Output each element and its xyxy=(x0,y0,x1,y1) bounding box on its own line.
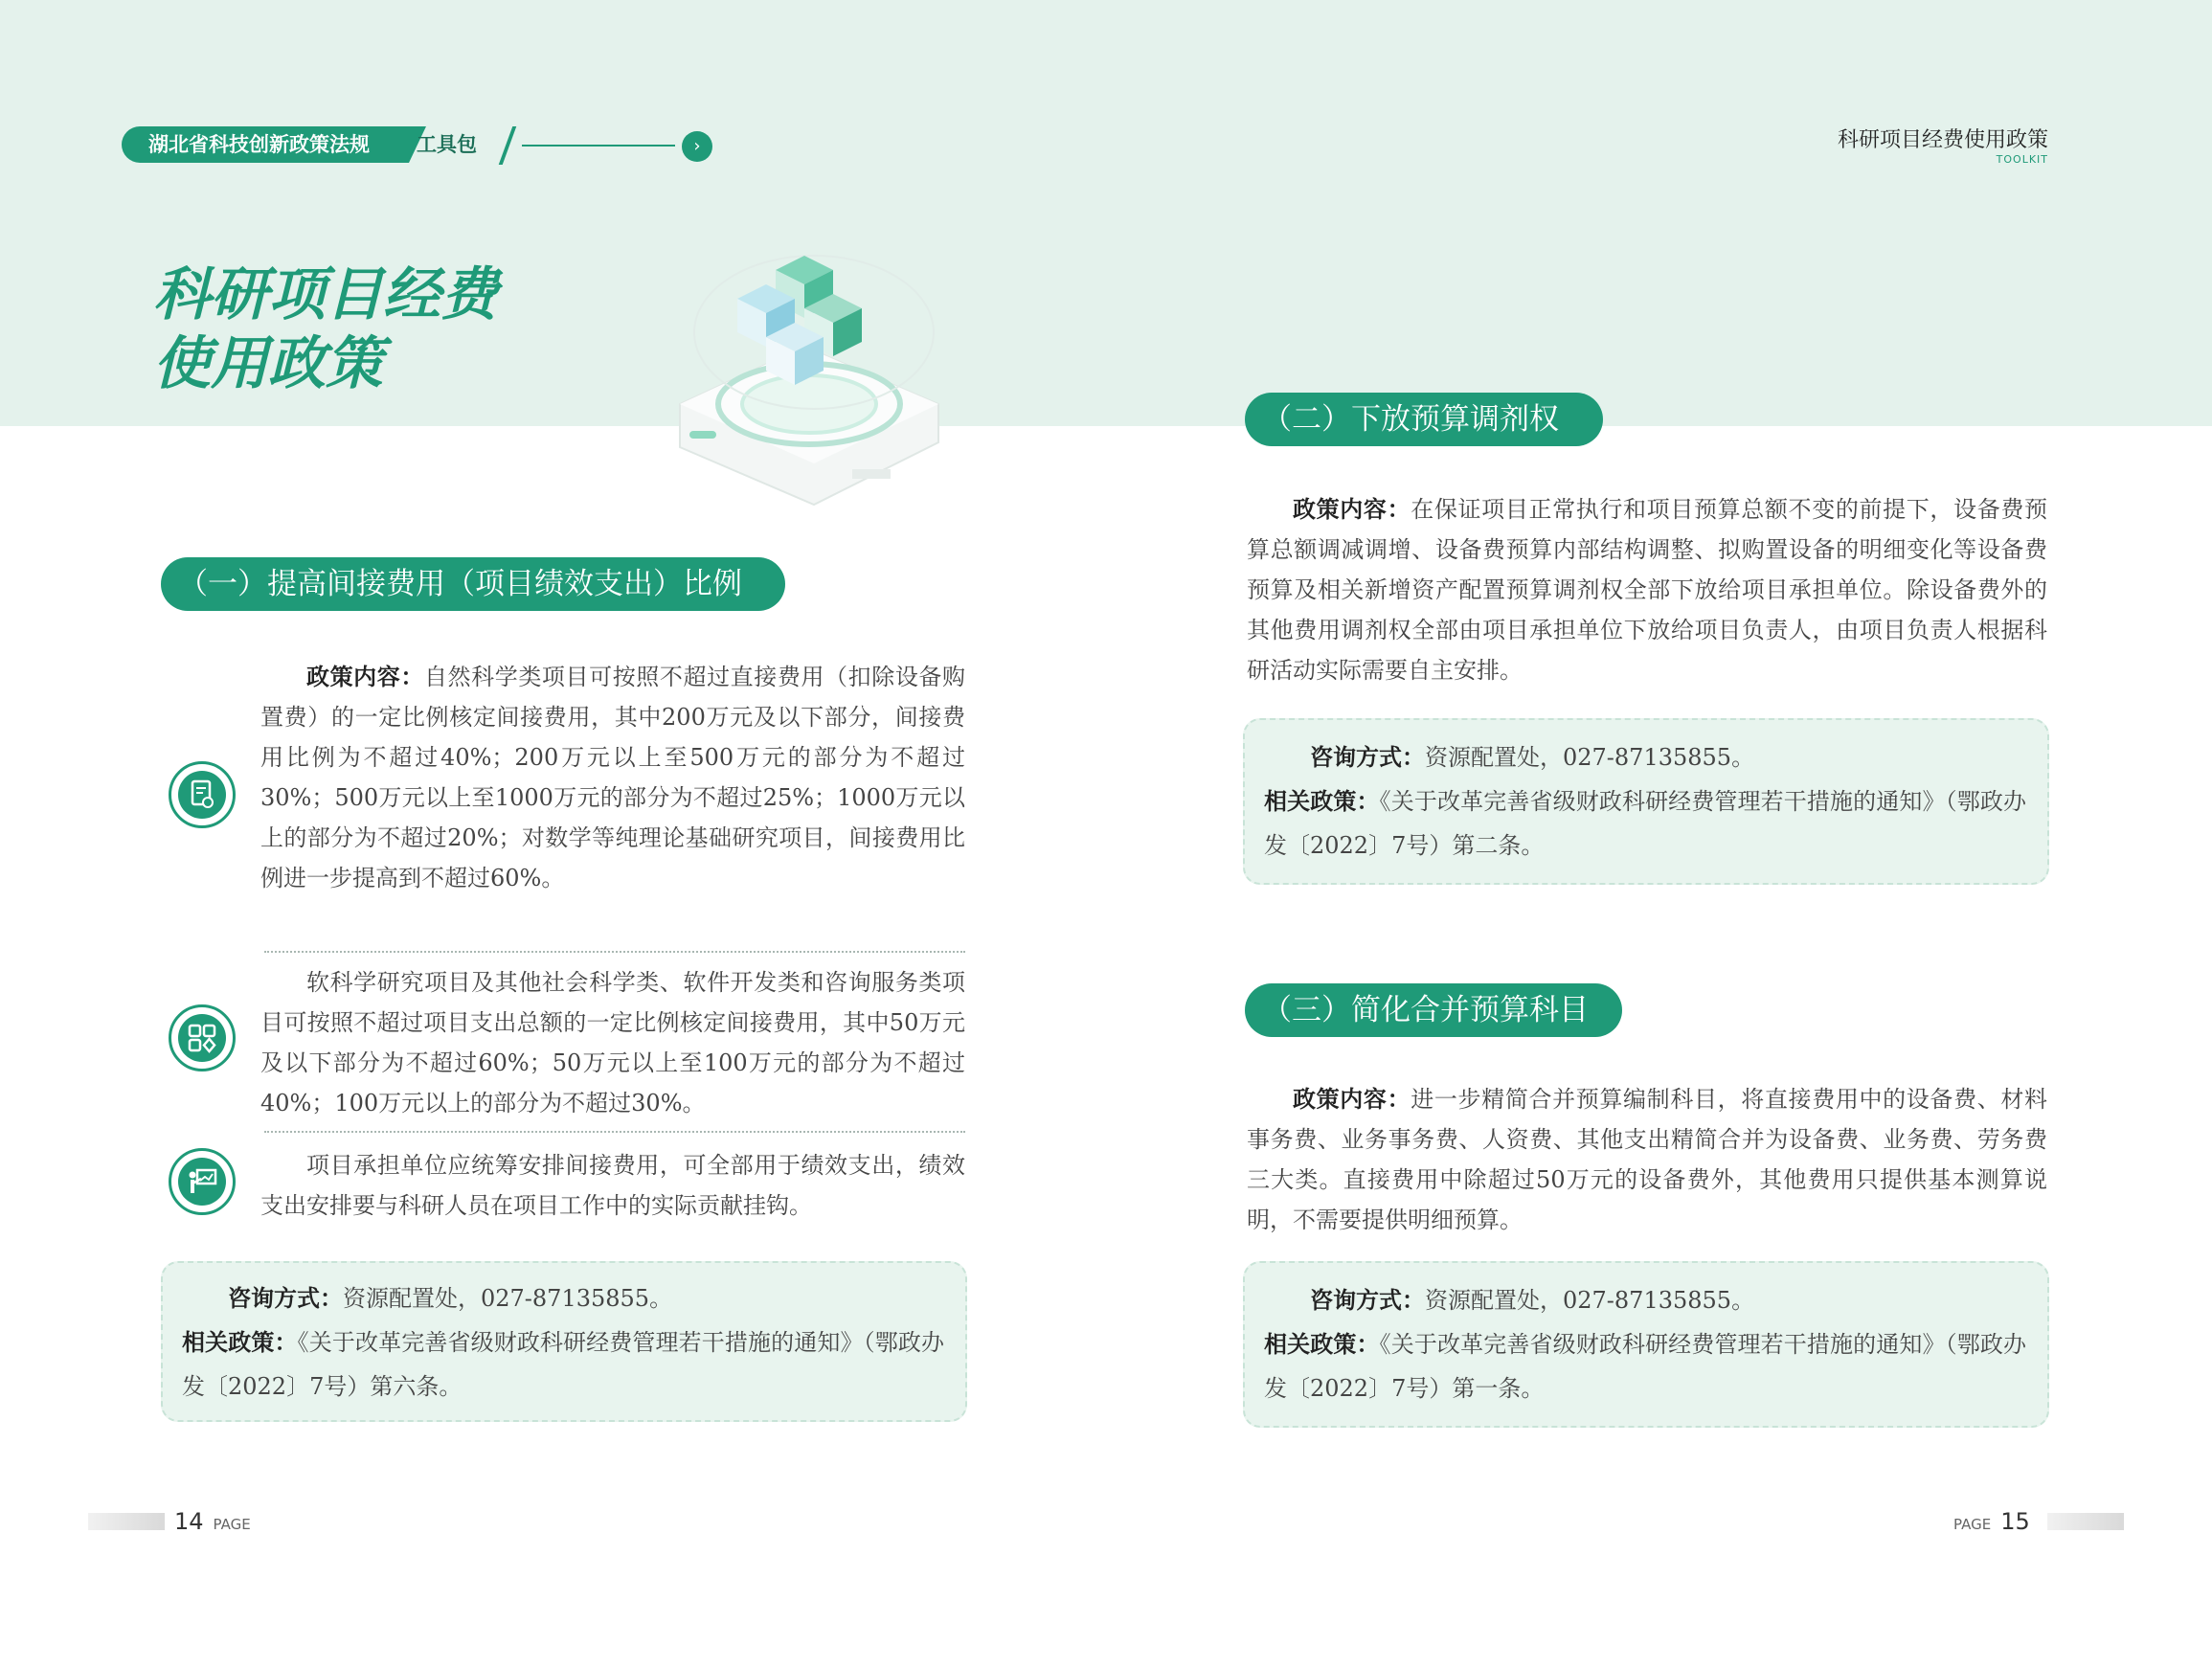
related-label: 相关政策： xyxy=(1264,1331,1380,1358)
page-bar-left xyxy=(88,1513,165,1530)
running-header-sub: TOOLKIT xyxy=(1996,153,2048,166)
page-number-left xyxy=(174,1507,251,1539)
toolkit-label: 工具包 xyxy=(417,133,477,156)
running-header-title: 科研项目经费使用政策 xyxy=(1837,128,2048,152)
contact-text: 资源配置处，027-87135855。 xyxy=(1425,1287,1755,1314)
contact-box-2 xyxy=(1243,718,2049,885)
series-title-badge: 湖北省科技创新政策法规 xyxy=(122,126,409,163)
related-text: 《关于改革完善省级财政科研经费管理若干措施的通知》（鄂政办发〔2022〕7号）第一条。 xyxy=(1264,1331,2027,1402)
cube-illustration xyxy=(661,241,948,509)
related-label: 相关政策： xyxy=(182,1329,298,1356)
page-num: 15 xyxy=(2000,1508,2030,1535)
section-title-1: （一）提高间接费用（项目绩效支出）比例 xyxy=(161,557,785,611)
document-icon xyxy=(169,761,236,828)
page-word: PAGE xyxy=(213,1516,251,1533)
contact-label: 咨询方式： xyxy=(1310,1287,1425,1314)
policy-paragraph-1 xyxy=(260,657,965,898)
page-number-right xyxy=(1953,1507,2030,1539)
contact-box-3 xyxy=(1243,1261,2049,1428)
policy-text-1: 自然科学类项目可按照不超过直接费用（扣除设备购置费）的一定比例核定间接费用，其中200万元及以下部分，间接费用比例为不超过40%；200万元以上至500万元的部分为不超过30%；500万元以上至1000万元的部分为不超过25%；1000万元以上的部分为不超过20%；对数学等纯理论基础研究项目，间接费用比例进一步提高到不超过60%。 xyxy=(260,664,966,891)
header-line xyxy=(522,145,675,147)
related-text: 《关于改革完善省级财政科研经费管理若干措施的通知》（鄂政办发〔2022〕7号）第二条。 xyxy=(1264,788,2027,859)
page-title-line2: 使用政策 xyxy=(153,330,383,397)
contact-label: 咨询方式： xyxy=(1310,744,1425,771)
page-bar-right xyxy=(2047,1513,2124,1530)
page-title-line1: 科研项目经费 xyxy=(153,261,498,328)
page-title xyxy=(153,260,498,398)
arrow-right-icon: › xyxy=(682,131,712,162)
policy-label: 政策内容： xyxy=(1293,1086,1411,1113)
page-num: 14 xyxy=(174,1508,204,1535)
running-header xyxy=(1838,127,2048,166)
contact-text: 资源配置处，027-87135855。 xyxy=(1425,744,1755,771)
divider xyxy=(264,1131,965,1133)
policy-label: 政策内容： xyxy=(306,664,424,690)
policy-text-sec3: 进一步精简合并预算编制科目，将直接费用中的设备费、材料事务费、业务事务费、人资费、其他支出精简合并为设备费、业务费、劳务费三大类。直接费用中除超过50万元的设备费外，其他费用只提供基本测算说明，不需要提供明细预算。 xyxy=(1247,1086,2048,1233)
contact-info-3 xyxy=(1264,1278,2026,1410)
section-title-2: （二）下放预算调剂权 xyxy=(1245,393,1603,446)
policy-paragraph-2: 软科学研究项目及其他社会科学类、软件开发类和咨询服务类项目可按照不超过项目支出总额的一定比例核定间接费用，其中50万元及以下部分为不超过60%；50万元以上至100万元的部分为不超过40%；100万元以上的部分为不超过30%。 xyxy=(260,969,965,1116)
presentation-icon xyxy=(169,1148,236,1215)
contact-text: 资源配置处，027-87135855。 xyxy=(343,1285,673,1312)
apps-grid-icon xyxy=(169,1004,236,1071)
policy-label: 政策内容： xyxy=(1293,496,1411,523)
policy-paragraph-sec3 xyxy=(1247,1079,2047,1240)
related-label: 相关政策： xyxy=(1264,788,1380,815)
page-word: PAGE xyxy=(1953,1516,1992,1533)
section-title-3: （三）简化合并预算科目 xyxy=(1245,983,1622,1037)
contact-info-2 xyxy=(1264,735,2026,868)
policy-text-sec2: 在保证项目正常执行和项目预算总额不变的前提下，设备费预算总额调减调增、设备费预算内部结构调整、拟购置设备的明细变化等设备费预算及相关新增资产配置预算调剂权全部下放给项目承担单位。除设备费外的其他费用调剂权全部由项目承担单位下放给项目负责人，由项目负责人根据科研活动实际需要自主安排。 xyxy=(1247,496,2048,684)
contact-label: 咨询方式： xyxy=(228,1285,343,1312)
contact-box-1 xyxy=(161,1261,967,1422)
divider xyxy=(264,951,965,953)
policy-paragraph-sec2 xyxy=(1247,489,2047,690)
policy-paragraph-3: 项目承担单位应统筹安排间接费用，可全部用于绩效支出，绩效支出安排要与科研人员在项目工作中的实际贡献挂钩。 xyxy=(260,1152,965,1219)
contact-info-1 xyxy=(182,1276,944,1409)
related-text: 《关于改革完善省级财政科研经费管理若干措施的通知》（鄂政办发〔2022〕7号）第六条。 xyxy=(182,1329,945,1400)
